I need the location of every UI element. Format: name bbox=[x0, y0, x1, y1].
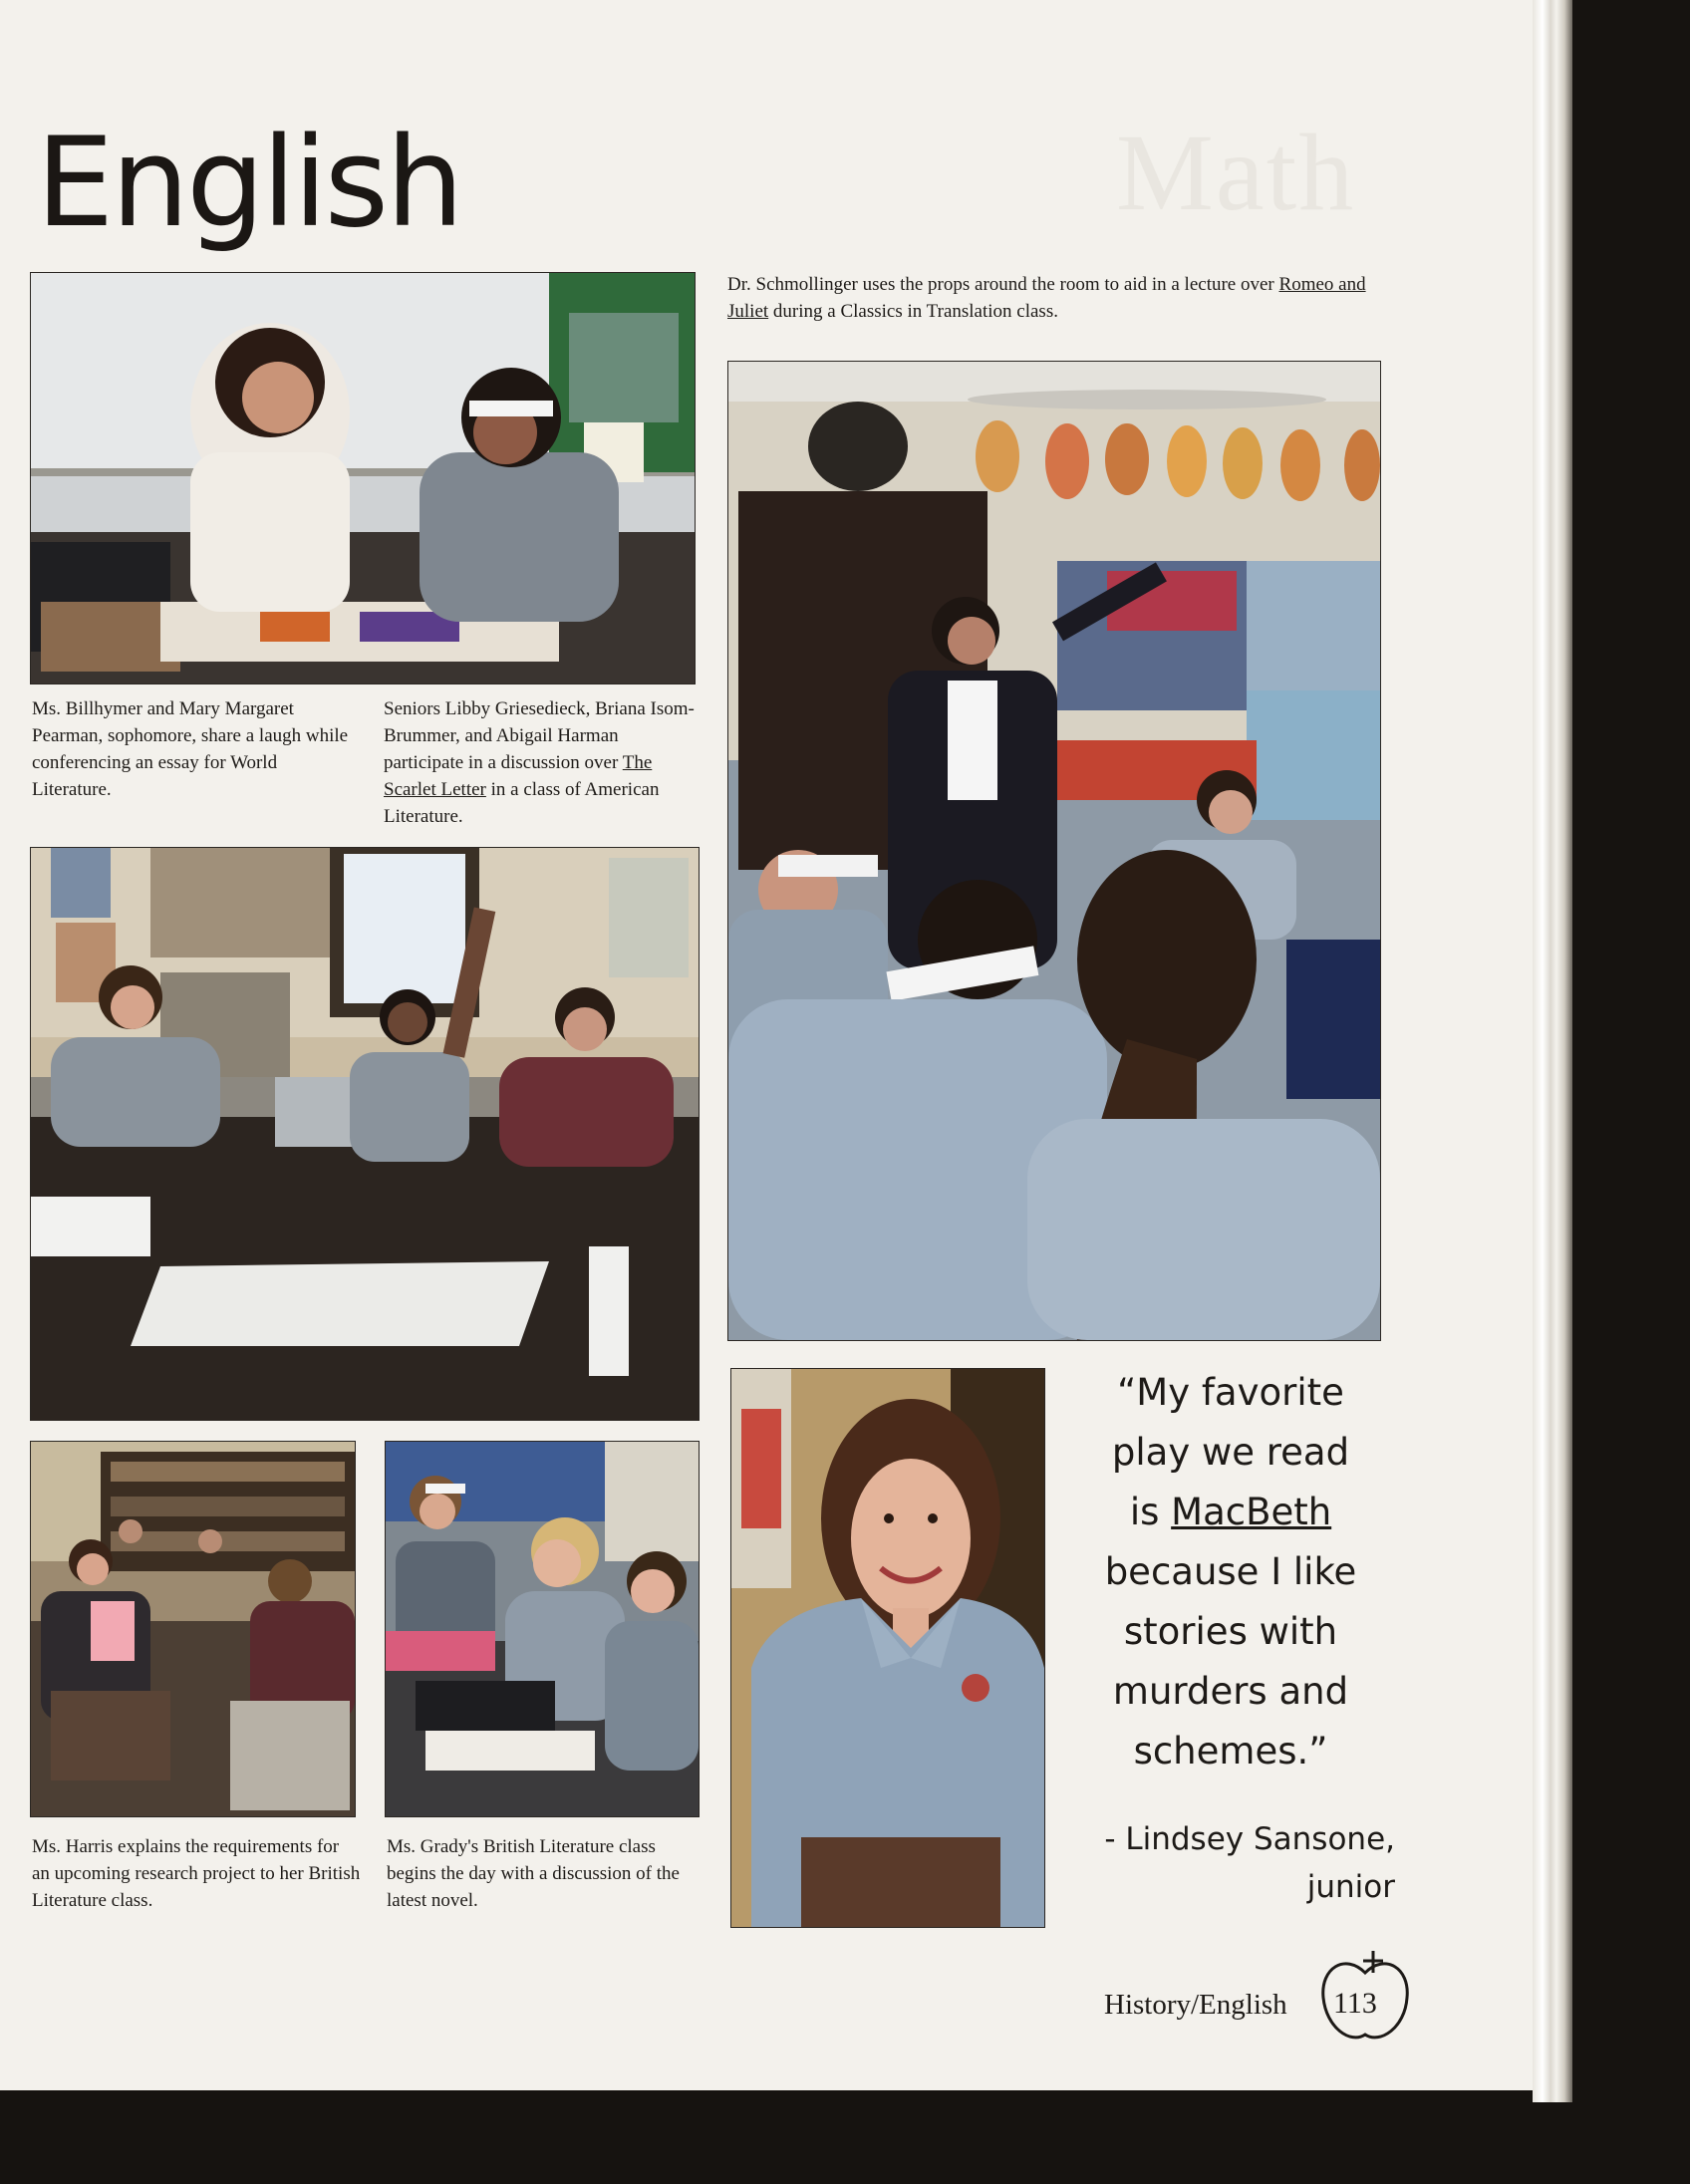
caption-billhymer: Ms. Billhymer and Mary Margaret Pearman, sophomore, share a laugh while conferencing an essay for World Literature. bbox=[32, 698, 349, 800]
photo-american-lit-discussion bbox=[30, 847, 700, 1421]
quote-line-5: stories with bbox=[1123, 1610, 1338, 1653]
quote-line-6: murders and bbox=[1112, 1670, 1349, 1713]
caption-romeo-post: during a Classics in Translation class. bbox=[768, 301, 1058, 322]
photo-grady-class bbox=[385, 1441, 700, 1817]
caption-grady: Ms. Grady's British Literature class begins the day with a discussion of the latest novel. bbox=[387, 1836, 680, 1911]
page-edge bbox=[1533, 0, 1572, 2102]
quote-line-4: because I like bbox=[1104, 1550, 1357, 1593]
caption-romeo-pre: Dr. Schmollinger uses the props around the room to aid in a lecture over bbox=[727, 274, 1279, 295]
quote-line-7: schemes.” bbox=[1133, 1730, 1328, 1773]
photo-lindsey-portrait bbox=[730, 1368, 1045, 1928]
caption-romeo-title: Romeo and Juliet bbox=[727, 274, 1366, 322]
caption-scarlet-title: The Scarlet Letter bbox=[384, 752, 653, 800]
photo-classics-lecture bbox=[727, 361, 1381, 1341]
photo-billhymer-conference bbox=[30, 272, 696, 684]
show-through-title: Math bbox=[1116, 112, 1356, 233]
quote-line-3-pre: is bbox=[1129, 1491, 1172, 1533]
caption-scarlet-letter bbox=[384, 695, 703, 830]
photo-harris-class bbox=[30, 1441, 356, 1817]
caption-romeo-juliet bbox=[727, 271, 1395, 325]
quote-play-title: MacBeth bbox=[1171, 1491, 1332, 1533]
page-title: English bbox=[36, 112, 461, 255]
page-number: 113 bbox=[1333, 1987, 1377, 2020]
pull-quote bbox=[1076, 1363, 1385, 1781]
quote-line-2: play we read bbox=[1111, 1431, 1350, 1474]
quote-author-name: - Lindsey Sansone, bbox=[1104, 1821, 1395, 1857]
quote-attribution bbox=[1056, 1815, 1395, 1911]
quote-line-1: “My favorite bbox=[1117, 1371, 1344, 1414]
quote-line-3 bbox=[1076, 1483, 1385, 1542]
caption-harris: Ms. Harris explains the requirements for an upcoming research project to her British Literature class. bbox=[32, 1836, 361, 1911]
caption-scarlet-pre: Seniors Libby Griesedieck, Briana Isom-Brummer, and Abigail Harman participate in a discussion over bbox=[384, 698, 695, 773]
quote-author-role: junior bbox=[1306, 1869, 1395, 1905]
caption-scarlet-post: in a class of American Literature. bbox=[384, 779, 660, 827]
folio-section-label: History/English bbox=[1104, 1989, 1287, 2021]
